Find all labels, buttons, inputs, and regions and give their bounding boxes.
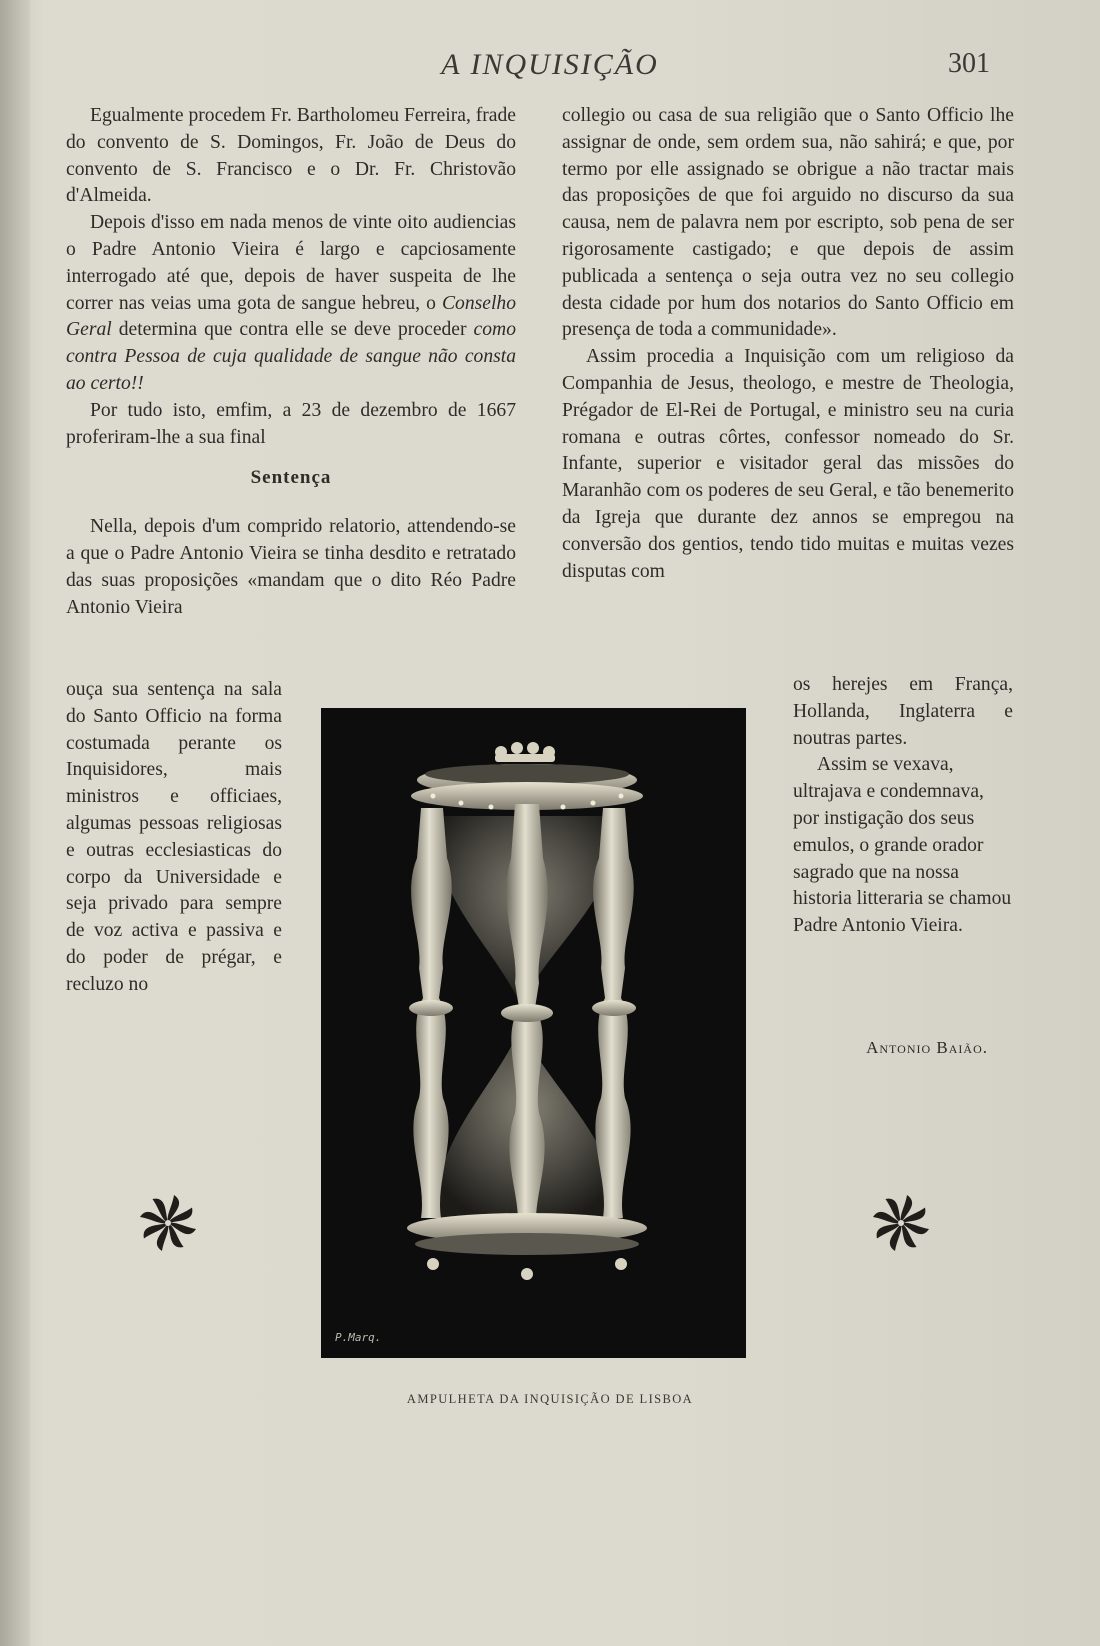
- text-run: Depois d'isso em nada menos de vinte oito audiencias o Padre Antonio Vieira é largo e capciosamente interrogado até que, depois de haver suspeita de lhe correr nas veias uma gota de sangue hebreu, o: [66, 212, 516, 314]
- hourglass-icon: [321, 708, 746, 1358]
- paragraph: [66, 210, 516, 398]
- rosette-icon: [136, 1191, 200, 1255]
- right-column: [562, 103, 1014, 585]
- section-heading: Sentença: [250, 467, 332, 489]
- text-run: determina que contra elle se deve proceder: [111, 319, 474, 341]
- right-narrow-column: [793, 672, 1013, 940]
- paragraph: Por tudo isto, emfim, a 23 de dezembro de 1667 proferiram-lhe a sua final: [66, 399, 516, 448]
- left-narrow-column: [66, 677, 282, 999]
- italic-text: Conselho Geral: [66, 292, 516, 341]
- paragraph-continued: os herejes em França, Hollanda, Inglaterra e noutras partes.: [793, 674, 1013, 749]
- paragraph: Nella, depois d'um comprido relatorio, attendendo-se a que o Padre Antonio Vieira se tinha desdito e retratado das suas proposições «mandam que o dito Réo Padre Antonio Vieira: [66, 516, 516, 618]
- running-title: A INQUISIÇÃO: [441, 48, 659, 81]
- italic-text: como contra Pessoa de cuja qualidade de sangue não consta ao certo!!: [66, 319, 516, 394]
- engraver-mark: P.Marq.: [335, 1331, 382, 1344]
- page-number: 301: [948, 48, 990, 79]
- paragraph-continued: collegio ou casa de sua religião que o Santo Officio lhe assignar de onde, sem ordem sua, não sahirá; e que, por termo por elle assignado se obrigue a não tractar mais das proposições de que foi arguido no discurso da sua causa, nem de palavra nem por escripto, sob pena de ser rigorosamente castigado; e que depois de assim publicada a sentença o seja outra vez no seu collegio desta cidade por hum dos notarios do Santo Officio em presença de toda a communidade».: [562, 105, 1014, 341]
- rosette-icon: [869, 1191, 933, 1255]
- figure-caption: AMPULHETA DA INQUISIÇÃO DE LISBOA: [406, 1392, 694, 1406]
- paragraph-continued: ouça sua sentença na sala do Santo Officio na forma costumada perante os Inquisidores, mais ministros e officiaes, algumas pessoas religiosas e outras ecclesiasticas do corpo da Universidade e seja privado para sempre de voz activa e passiva e do poder de prégar, e recluzo no: [66, 679, 282, 995]
- paragraph: Egualmente procedem Fr. Bartholomeu Ferreira, frade do convento de S. Domingos, Fr. João de Deus do convento de S. Francisco e o Dr. Fr. Christovão d'Almeida.: [66, 105, 517, 207]
- paragraph: Assim procedia a Inquisição com um religioso da Companhia de Jesus, theologo, e mestre de Theologia, Prégador de El-Rei de Portugal, e ministro seu na curia romana e outras côrtes, confessor nomeado do Sr. Infante, superior e visitador geral das missões do Maranhão com os poderes de seu Geral, e tão benemerito da Igreja que durante dez annos se empregou na conversão dos gentios, tendo tido muitas e muitas vezes disputas com: [562, 346, 1014, 582]
- paragraph: Assim se vexava, ultrajava e condemnava, por instigação dos seus emulos, o grande orador sagrado que na nossa historia litteraria se chamou Padre Antonio Vieira.: [793, 754, 1012, 937]
- author-signature: Antonio Baião.: [866, 1038, 988, 1057]
- left-column: [66, 103, 516, 621]
- running-header: [0, 46, 1100, 86]
- hourglass-illustration: [321, 708, 746, 1358]
